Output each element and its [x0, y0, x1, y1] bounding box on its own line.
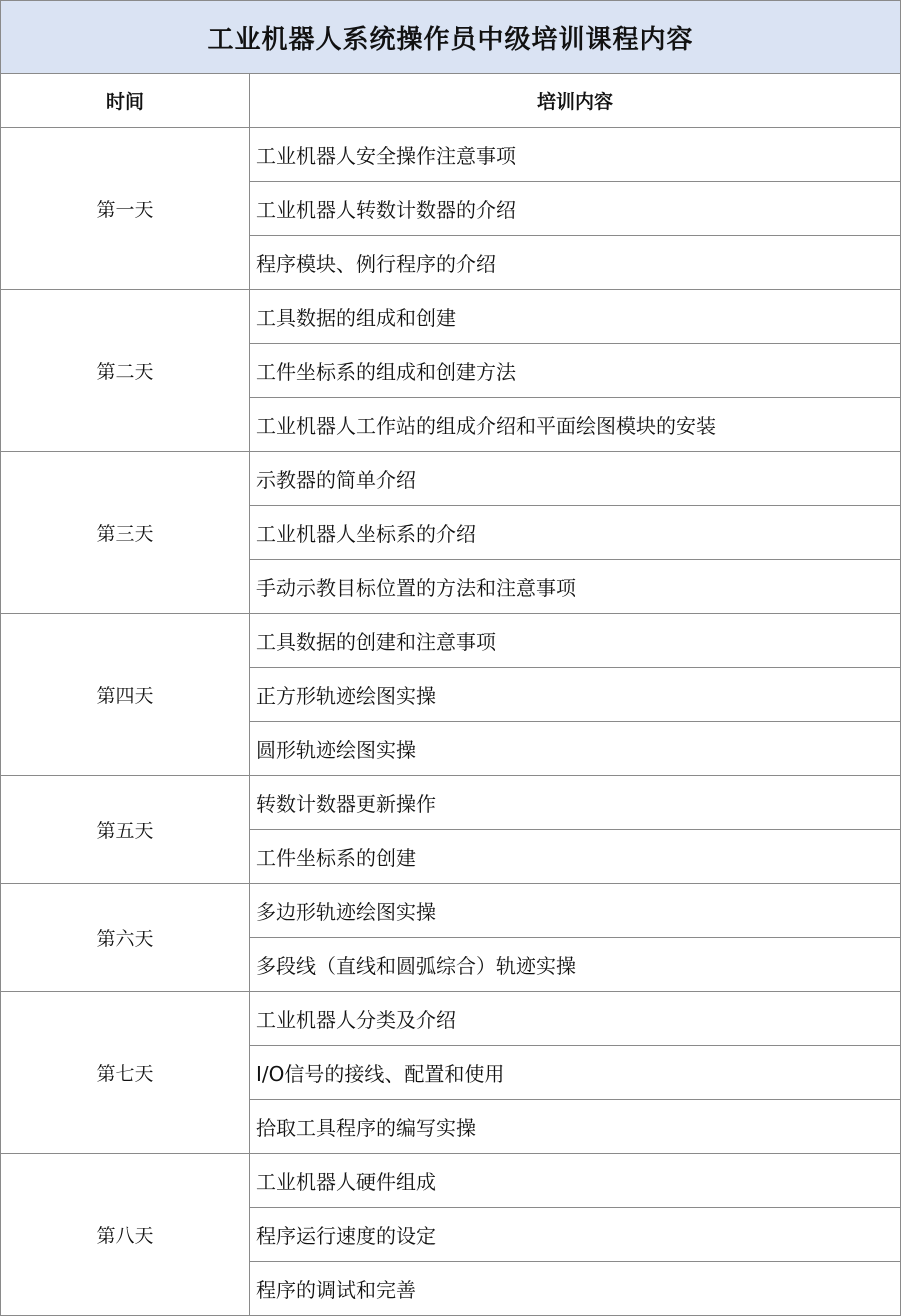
day-label: 第一天 — [1, 128, 250, 290]
content-item: 工件坐标系的组成和创建方法 — [250, 344, 901, 398]
content-item: 程序的调试和完善 — [250, 1262, 901, 1316]
table-row — [1, 992, 901, 1046]
content-item: 程序模块、例行程序的介绍 — [250, 236, 901, 290]
content-item: 工件坐标系的创建 — [250, 830, 901, 884]
content-item: 工业机器人转数计数器的介绍 — [250, 182, 901, 236]
day-label: 第四天 — [1, 614, 250, 776]
table-row — [1, 1154, 901, 1208]
content-item: 示教器的简单介绍 — [250, 452, 901, 506]
content-item: 工业机器人硬件组成 — [250, 1154, 901, 1208]
content-item: 手动示教目标位置的方法和注意事项 — [250, 560, 901, 614]
table-row — [1, 884, 901, 938]
content-item: 正方形轨迹绘图实操 — [250, 668, 901, 722]
content-item: 程序运行速度的设定 — [250, 1208, 901, 1262]
table-row — [1, 290, 901, 344]
table-row — [1, 452, 901, 506]
day-label: 第六天 — [1, 884, 250, 992]
header-time: 时间 — [1, 74, 250, 128]
content-item: 多边形轨迹绘图实操 — [250, 884, 901, 938]
content-item: 工业机器人分类及介绍 — [250, 992, 901, 1046]
header-row — [1, 74, 901, 128]
table-row — [1, 128, 901, 182]
day-label: 第三天 — [1, 452, 250, 614]
content-item: 圆形轨迹绘图实操 — [250, 722, 901, 776]
header-content: 培训内容 — [250, 74, 901, 128]
table-row — [1, 776, 901, 830]
content-item: 多段线（直线和圆弧综合）轨迹实操 — [250, 938, 901, 992]
day-label: 第五天 — [1, 776, 250, 884]
content-item: 工具数据的组成和创建 — [250, 290, 901, 344]
content-item: 工具数据的创建和注意事项 — [250, 614, 901, 668]
content-item: 工业机器人安全操作注意事项 — [250, 128, 901, 182]
day-label: 第二天 — [1, 290, 250, 452]
content-item: 拾取工具程序的编写实操 — [250, 1100, 901, 1154]
content-item: I/O信号的接线、配置和使用 — [250, 1046, 901, 1100]
title-row — [1, 1, 901, 74]
day-label: 第八天 — [1, 1154, 250, 1316]
table-row — [1, 614, 901, 668]
table-title: 工业机器人系统操作员中级培训课程内容 — [1, 1, 901, 74]
content-item: 转数计数器更新操作 — [250, 776, 901, 830]
content-item: 工业机器人坐标系的介绍 — [250, 506, 901, 560]
content-item: 工业机器人工作站的组成介绍和平面绘图模块的安装 — [250, 398, 901, 452]
day-label: 第七天 — [1, 992, 250, 1154]
